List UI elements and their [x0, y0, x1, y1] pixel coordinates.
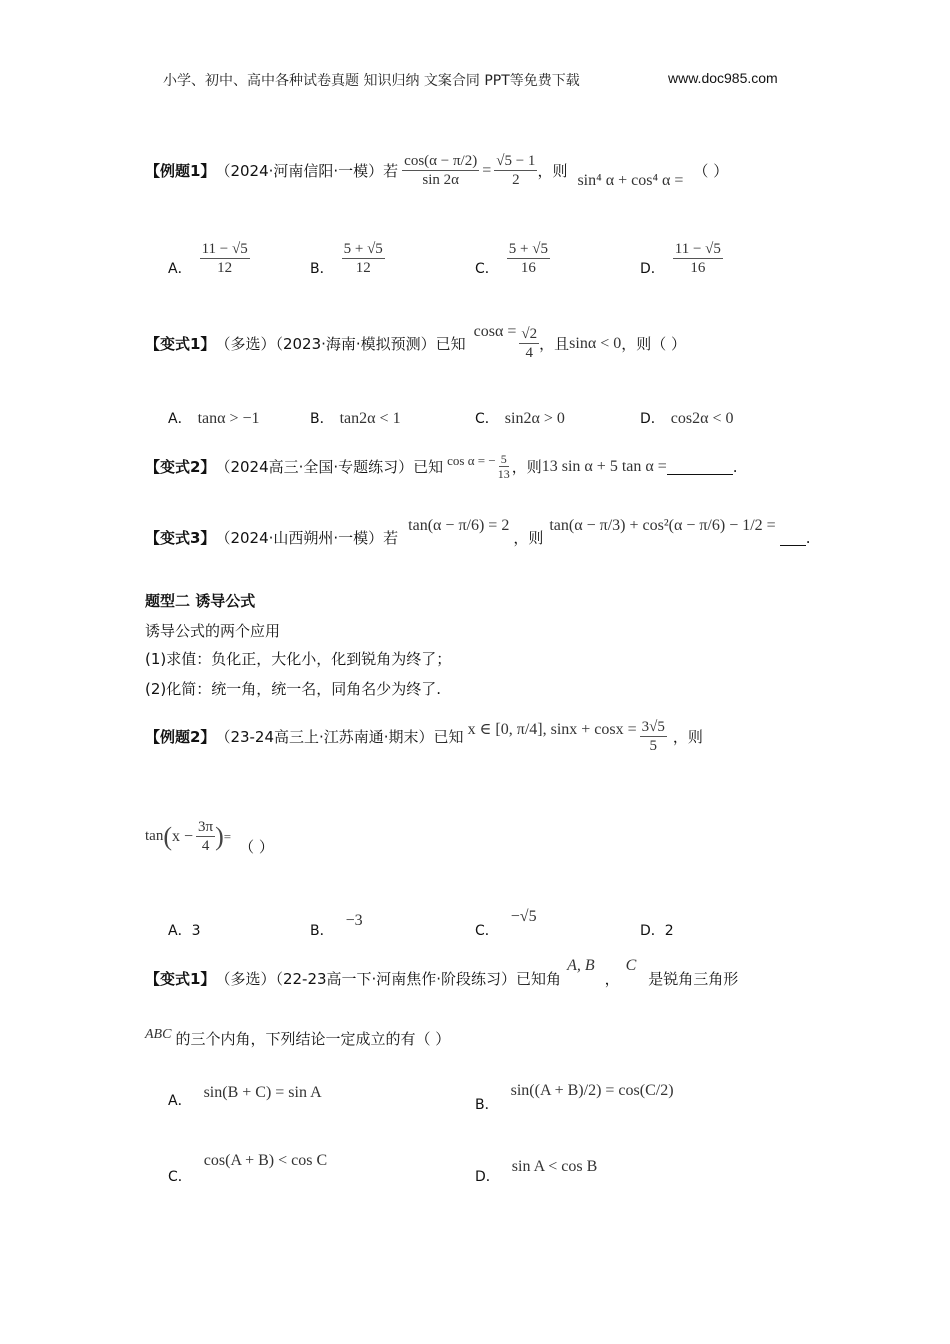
variant-tag: 【变式1】 — [145, 970, 216, 988]
example-tag: 【例题2】 — [145, 728, 216, 746]
option-denominator: 12 — [217, 259, 233, 276]
answer-blank[interactable] — [667, 458, 733, 475]
var1-option-c[interactable] — [475, 408, 565, 428]
var1-option-b[interactable] — [310, 408, 401, 428]
ex2-option-c[interactable] — [475, 908, 537, 940]
fraction-numerator: √5 − 1 — [496, 153, 536, 169]
expression-inner: x − — [172, 827, 194, 845]
angles-a-b: A, B — [567, 957, 595, 974]
option-expression: 2 — [664, 923, 674, 939]
option-expression: sin2α > 0 — [504, 410, 565, 427]
var4-option-b[interactable] — [475, 1068, 674, 1114]
ex1-option-b[interactable] — [310, 238, 385, 278]
option-expression: cos2α < 0 — [670, 410, 734, 427]
condition: tan(α − π/6) = 2 — [408, 516, 510, 534]
var4-option-c[interactable] — [168, 1152, 327, 1186]
answer-blank[interactable]: （ ） — [239, 838, 274, 856]
fraction-denominator: 4 — [201, 838, 210, 854]
option-expression: cos(A + B) < cos C — [203, 1152, 328, 1169]
option-letter: C． — [475, 923, 499, 939]
question-source: （多选）（2023·海南·模拟预测）已知 — [215, 335, 466, 353]
connector-text: ，则 — [537, 162, 568, 180]
example-2-question — [145, 718, 703, 755]
option-expression: −√5 — [510, 908, 537, 925]
period: . — [805, 528, 811, 547]
header-left: 小学、初中、高中各种试卷真题 知识归纳 文案合同 PPT等免费下载 — [163, 73, 580, 89]
connector-text: ，且 — [539, 335, 570, 353]
ex2-option-a[interactable] — [168, 920, 201, 940]
option-numerator: 5 + √5 — [508, 240, 548, 257]
condition-2: sinα < 0 — [569, 334, 622, 352]
question-source: （2024高三·全国·专题练习）已知 — [215, 458, 444, 476]
fraction-denominator: 5 — [649, 738, 657, 754]
option-letter: A． — [168, 261, 192, 277]
option-letter: A． — [168, 923, 192, 939]
fraction-denominator: 2 — [512, 172, 520, 188]
variant-2-question — [145, 452, 738, 481]
variant-1-question — [145, 322, 686, 362]
rhs-fraction — [494, 152, 537, 189]
option-expression: sin((A + B)/2) = cos(C/2) — [510, 1082, 674, 1099]
connector-text: ，则 — [511, 458, 542, 476]
example-1-question — [145, 152, 728, 189]
option-letter: D． — [640, 411, 665, 427]
option-letter: D． — [640, 261, 665, 277]
tan-function: tan — [145, 828, 164, 844]
option-expression: 3 — [191, 923, 201, 939]
section-rule-2: (2)化简：统一角，统一名，同角名少为终了. — [145, 680, 442, 698]
question-source: （23-24高三上·江苏南通·期末）已知 — [215, 728, 464, 746]
connector-text: ，则 — [513, 529, 544, 547]
variant-tag: 【变式1】 — [145, 335, 216, 353]
ex1-option-d[interactable] — [640, 238, 723, 278]
question-text: 的三个内角，下列结论一定成立的有（ ） — [175, 1030, 451, 1048]
variant-tag: 【变式2】 — [145, 458, 216, 476]
fraction-denominator: 4 — [525, 345, 533, 361]
header-url[interactable]: www.doc985.com — [668, 70, 778, 86]
example-tag: 【例题1】 — [145, 162, 216, 180]
option-expression: tan2α < 1 — [339, 410, 401, 427]
option-denominator: 16 — [520, 259, 536, 276]
option-letter: C． — [475, 261, 499, 277]
variant-4-line2 — [145, 1028, 450, 1049]
option-letter: B． — [475, 1097, 499, 1113]
option-denominator: 16 — [690, 259, 706, 276]
example-2-expression: tan ( x − $\frac{3\pi}{4}$ ) = （ ） — [145, 819, 274, 856]
variant-3-question — [145, 516, 811, 548]
option-letter: A． — [168, 1093, 192, 1109]
condition-lhs: cos α = − — [447, 452, 496, 468]
question-source: （2024·河南信阳·一模）若 — [215, 162, 399, 180]
equals-sign: = — [482, 161, 492, 179]
ex2-option-d[interactable] — [640, 920, 674, 940]
fraction-numerator: 3π — [198, 819, 214, 835]
option-letter: D． — [475, 1169, 500, 1185]
ex1-option-c[interactable] — [475, 238, 550, 278]
option-letter: A． — [168, 411, 192, 427]
section-rule-1: (1)求值：负化正，大化小，化到锐角为终了； — [145, 650, 452, 668]
variant-4-question — [145, 957, 739, 989]
var4-option-d[interactable] — [475, 1158, 597, 1186]
option-letter: C． — [475, 411, 499, 427]
option-letter: C． — [168, 1169, 192, 1185]
option-numerator: 11 − √5 — [201, 240, 248, 257]
period: . — [732, 457, 738, 476]
ex1-option-a[interactable] — [168, 238, 250, 278]
answer-blank[interactable]: ，则（ ） — [621, 335, 686, 353]
fraction-denominator: 13 — [497, 467, 510, 481]
option-numerator: 5 + √5 — [343, 240, 383, 257]
question-tail: 是锐角三角形 — [648, 970, 739, 988]
angle-c: C — [625, 957, 637, 974]
variant-tag: 【变式3】 — [145, 529, 216, 547]
condition-lhs: cosα = — [473, 322, 517, 340]
comma: ， — [604, 970, 620, 988]
fraction-denominator: sin 2α — [422, 172, 459, 188]
section-intro: 诱导公式的两个应用 — [145, 622, 281, 640]
ex2-option-b[interactable] — [310, 912, 363, 940]
section-title: 题型二 诱导公式 — [145, 592, 256, 610]
option-expression: tanα > −1 — [197, 410, 260, 427]
target-expression: 13 sin α + 5 tan α = — [541, 457, 667, 475]
target-expression: sin⁴ α + cos⁴ α = — [577, 171, 684, 189]
option-letter: D． — [640, 923, 665, 939]
var1-option-d[interactable] — [640, 408, 734, 428]
option-letter: B． — [310, 411, 334, 427]
option-numerator: 11 − √5 — [674, 240, 721, 257]
condition: x ∈ [0, π/4], sinx + cosx = — [467, 720, 637, 738]
question-source: （多选）（22-23高一下·河南焦作·阶段练习）已知角 — [215, 970, 562, 988]
fraction-numerator: 5 — [500, 452, 507, 466]
option-letter: B． — [310, 923, 334, 939]
target-expression: tan(α − π/3) + cos²(α − π/6) − 1/2 = — [549, 516, 776, 534]
question-source: （2024·山西朔州·一模）若 — [215, 529, 399, 547]
option-denominator: 12 — [355, 259, 371, 276]
option-expression: −3 — [345, 912, 363, 929]
fraction-numerator: √2 — [521, 326, 538, 342]
option-expression: sin A < cos B — [511, 1158, 598, 1175]
var1-option-a[interactable] — [168, 408, 260, 428]
option-letter: B． — [310, 261, 334, 277]
answer-blank[interactable] — [780, 529, 806, 546]
equals-sign: = — [223, 828, 232, 844]
answer-blank[interactable]: （ ） — [693, 162, 729, 180]
connector-text: ，则 — [672, 728, 703, 746]
fraction-numerator: 3√5 — [641, 719, 665, 735]
var4-option-a[interactable] — [168, 1084, 322, 1109]
triangle-label: ABC — [145, 1026, 172, 1042]
option-expression: sin(B + C) = sin A — [203, 1084, 322, 1101]
condition-fraction — [402, 152, 479, 189]
fraction-numerator: cos(α − π/2) — [404, 153, 478, 169]
